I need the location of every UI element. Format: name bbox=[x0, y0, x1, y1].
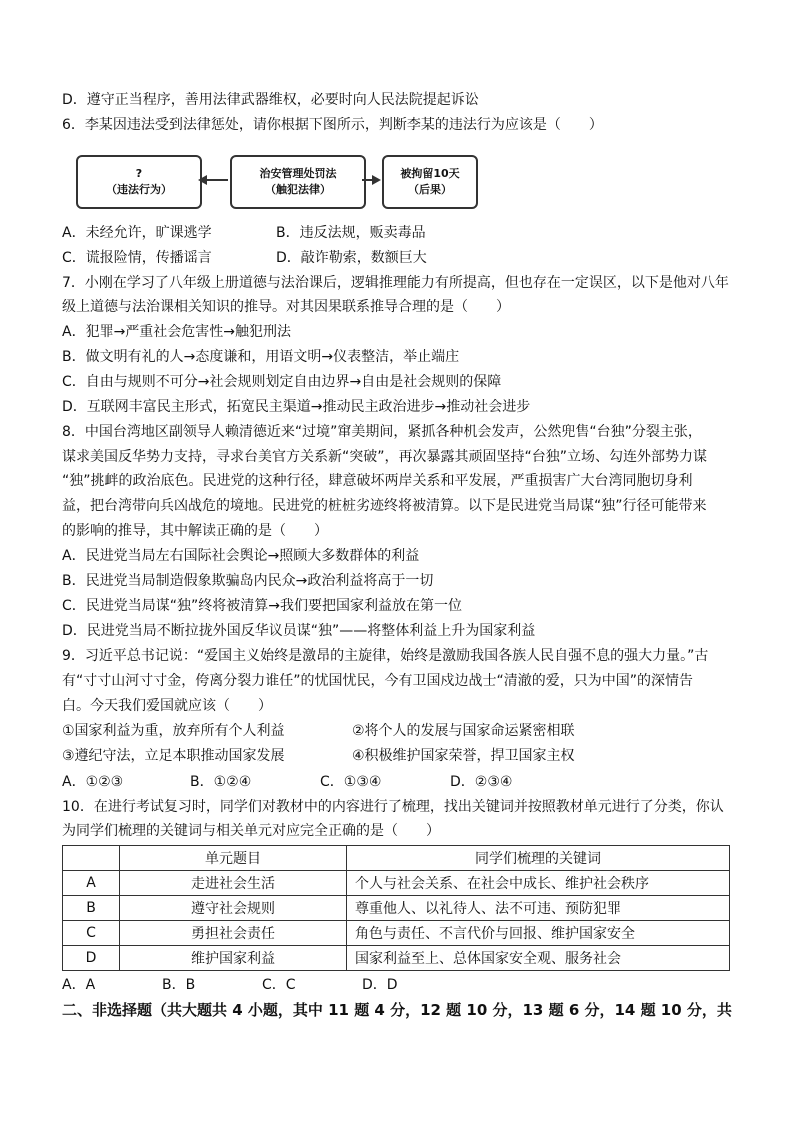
q8-stem-line2: 谋求美国反华势力支持，寻求台美官方关系新“突破”，再次暴露其顽固坚持“台独”立场、勾连外部势力谋 bbox=[62, 449, 708, 465]
q10-option-a: A．A bbox=[62, 977, 96, 993]
q9-option-b: B．①②④ bbox=[190, 774, 252, 790]
arrow-right-icon bbox=[362, 172, 382, 188]
q9-stem-line3: 白。今天我们爱国就应该（ ） bbox=[62, 698, 272, 714]
q6-option-c: C．谎报险情，传播谣言 bbox=[62, 250, 212, 266]
q7-option-a: A．犯罪→严重社会危害性→触犯刑法 bbox=[62, 324, 292, 340]
q6-stem: 6．李某因违法受到法律惩处，请你根据下图所示，判断李某的违法行为应该是（ ） bbox=[62, 117, 603, 133]
q8-stem-line1: 8．中国台湾地区副领导人赖清德近来“过境”窜美期间，紧抓各种机会发声，公然兜售“台独”分裂主张， bbox=[62, 424, 702, 440]
q9-stem-line1: 9．习近平总书记说：“爱国主义始终是激昂的主旋律，始终是激励我国各族人民自强不息的强大力量。”古 bbox=[62, 648, 709, 664]
diagram-box-law bbox=[230, 155, 366, 209]
keyword-table bbox=[62, 845, 730, 971]
q8-option-d: D．民进党当局不断拉拢外国反华议员谋“独”——将整体利益上升为国家利益 bbox=[62, 623, 536, 639]
q5-option-d: D．遵守正当程序，善用法律武器维权，必要时向人民法院提起诉讼 bbox=[62, 92, 479, 108]
q9-item-1: ①国家利益为重，放弃所有个人利益 bbox=[62, 723, 285, 739]
row-label: A bbox=[63, 871, 120, 896]
row-unit: 维护国家利益 bbox=[120, 946, 347, 971]
arrow-left-icon bbox=[198, 172, 230, 188]
row-keywords: 国家利益至上、总体国家安全观、服务社会 bbox=[347, 946, 730, 971]
q10-option-b: B．B bbox=[162, 977, 196, 993]
diagram-box-violation-line2: （违法行为） bbox=[106, 183, 172, 196]
table-header-label bbox=[63, 846, 120, 871]
q9-item-2: ②将个人的发展与国家命运紧密相联 bbox=[352, 723, 575, 739]
row-keywords: 个人与社会关系、在社会中成长、维护社会秩序 bbox=[347, 871, 730, 896]
q10-stem-line2: 为同学们梳理的关键词与相关单元对应完全正确的是（ ） bbox=[62, 823, 440, 839]
q8-option-b: B．民进党当局制造假象欺骗岛内民众→政治利益将高于一切 bbox=[62, 573, 434, 589]
diagram-box-violation-line1: ? bbox=[135, 167, 143, 180]
q9-option-a: A．①②③ bbox=[62, 774, 124, 790]
q7-stem-line1: 7．小刚在学习了八年级上册道德与法治课后，逻辑推理能力有所提高，但也存在一定误区，以下是他对八年 bbox=[62, 275, 729, 291]
diagram-box-law-line2: （触犯法律） bbox=[265, 183, 331, 196]
q7-option-b: B．做文明有礼的人→态度谦和，用语文明→仪表整洁，举止端庄 bbox=[62, 349, 460, 365]
section-heading: 二、非选择题（共大题共 4 小题，其中 11 题 4 分，12 题 10 分，13 题 6 分，14 题 10 分，共 bbox=[62, 1001, 732, 1019]
q8-stem-line5: 的影响的推导，其中解读正确的是（ ） bbox=[62, 523, 328, 539]
q6-option-d: D．敲诈勒索，数额巨大 bbox=[276, 250, 427, 266]
q7-option-c: C．自由与规则不可分→社会规则划定自由边界→自由是社会规则的保障 bbox=[62, 374, 502, 390]
q7-stem-line2: 级上道德与法治课相关知识的推导。对其因果联系推导合理的是（ ） bbox=[62, 299, 510, 315]
row-label: D bbox=[63, 946, 120, 971]
row-label: C bbox=[63, 921, 120, 946]
row-keywords: 尊重他人、以礼待人、法不可违、预防犯罪 bbox=[347, 896, 730, 921]
q9-item-4: ④积极维护国家荣誉，捍卫国家主权 bbox=[352, 748, 575, 764]
q9-option-c: C．①③④ bbox=[320, 774, 382, 790]
table-row bbox=[63, 921, 730, 946]
table-row bbox=[63, 896, 730, 921]
table-header-unit: 单元题目 bbox=[120, 846, 347, 871]
q9-item-3: ③遵纪守法，立足本职推动国家发展 bbox=[62, 748, 285, 764]
table-header-keywords: 同学们梳理的关键词 bbox=[347, 846, 730, 871]
table-row bbox=[63, 946, 730, 971]
row-label: B bbox=[63, 896, 120, 921]
q7-option-d: D．互联网丰富民主形式，拓宽民主渠道→推动民主政治进步→推动社会进步 bbox=[62, 399, 531, 415]
q10-option-d: D．D bbox=[362, 977, 398, 993]
q8-stem-line3: “独”挑衅的政治底色。民进党的这种行径，肆意破坏两岸关系和平发展，严重损害广大台湾同胞切身利 bbox=[62, 473, 693, 489]
row-unit: 走进社会生活 bbox=[120, 871, 347, 896]
q6-option-a: A．未经允许，旷课逃学 bbox=[62, 225, 212, 241]
q8-stem-line4: 益，把台湾带向兵凶战危的境地。民进党的桩桩劣迹终将被清算。以下是民进党当局谋“独”行径可能带来 bbox=[62, 498, 707, 514]
q9-stem-line2: 有“寸寸山河寸寸金，侉离分裂力谁任”的忧国忧民，今有卫国戍边战士“清澈的爱，只为中国”的深情告 bbox=[62, 673, 694, 689]
table-header-row bbox=[63, 846, 730, 871]
diagram-box-law-line1: 治安管理处罚法 bbox=[259, 167, 337, 180]
q10-stem-line1: 10．在进行考试复习时，同学们对教材中的内容进行了梳理，找出关键词并按照教材单元进行了分类，你认 bbox=[62, 799, 724, 815]
row-keywords: 角色与责任、不言代价与回报、维护国家安全 bbox=[347, 921, 730, 946]
diagram-box-consequence bbox=[382, 155, 478, 209]
row-unit: 遵守社会规则 bbox=[120, 896, 347, 921]
q9-option-d: D．②③④ bbox=[450, 774, 513, 790]
q10-option-c: C．C bbox=[262, 977, 296, 993]
table-row bbox=[63, 871, 730, 896]
diagram-box-consequence-line2: （后果） bbox=[408, 183, 452, 196]
q8-option-a: A．民进党当局左右国际社会舆论→照顾大多数群体的利益 bbox=[62, 548, 420, 564]
q8-option-c: C．民进党当局谋“独”终将被清算→我们要把国家利益放在第一位 bbox=[62, 598, 463, 614]
diagram-box-violation bbox=[76, 155, 202, 209]
q6-option-b: B．违反法规，贩卖毒品 bbox=[276, 225, 426, 241]
row-unit: 勇担社会责任 bbox=[120, 921, 347, 946]
diagram-box-consequence-line1: 被拘留10天 bbox=[400, 167, 460, 180]
